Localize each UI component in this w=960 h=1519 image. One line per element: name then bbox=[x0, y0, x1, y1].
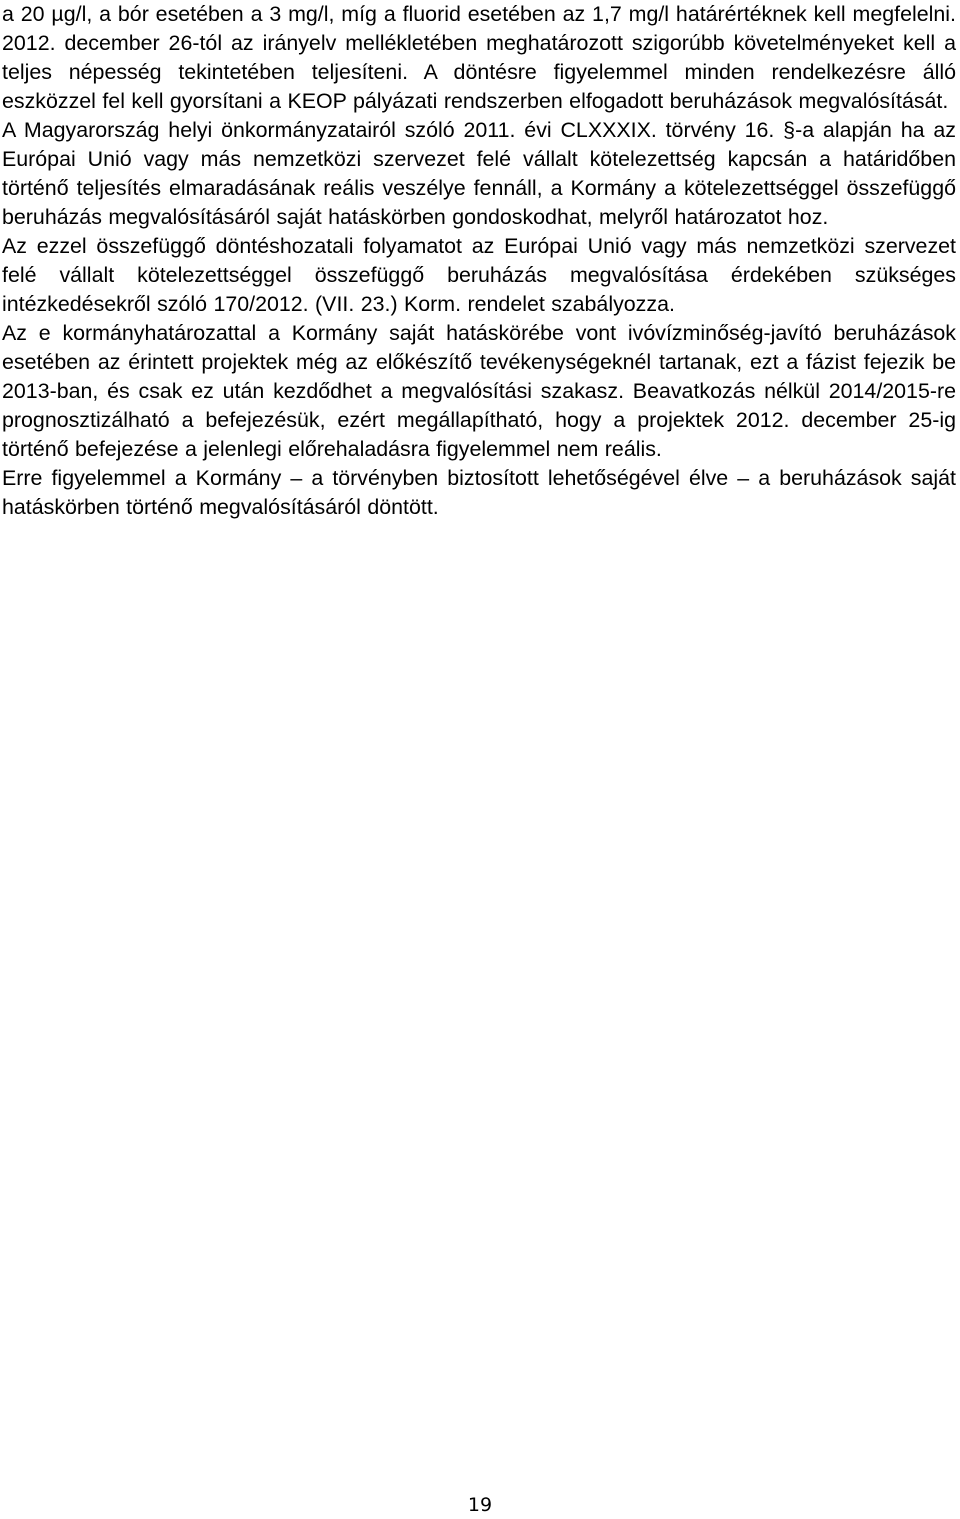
paragraph-local-government-act: A Magyarország helyi önkormányzatairól szóló 2011. évi CLXXXIX. törvény 16. §-a alapján ha az Európai Unió vagy más nemzetközi szervezet felé vállalt kötelezettség kapcsán a határidőben történő teljesítés elmaradásának reális veszélye fennáll, a Kormány a kötelezettséggel összefüggő beruházás megvalósításáról saját hatáskörben gondoskodhat, melyről határozatot hoz. bbox=[2, 118, 956, 229]
paragraph-decree-reference: Az ezzel összefüggő döntéshozatali folyamatot az Európai Unió vagy más nemzetközi szervezet felé vállalt kötelezettséggel összefüggő beruházás megvalósítása érdekében szükséges intézkedésekről szóló 170/2012. (VII. 23.) Korm. rendelet szabályozza. bbox=[2, 234, 956, 316]
paragraph-water-quality-limits: a 20 µg/l, a bór esetében a 3 mg/l, míg a fluorid esetében az 1,7 mg/l határértéknek kell megfelelni. 2012. december 26-tól az irányelv mellékletében meghatározott szigorúbb követelményeket kell a teljes népesség tekintetében teljesíteni. A döntésre figyelemmel minden rendelkezésre álló eszközzel fel kell gyorsítani a KEOP pályázati rendszerben elfogadott beruházások megvalósítását. bbox=[2, 2, 956, 113]
paragraph-government-decision: Erre figyelemmel a Kormány – a törvényben biztosított lehetőségével élve – a beruházások saját hatáskörben történő megvalósításáról döntött. bbox=[2, 466, 956, 519]
page-number: 19 bbox=[467, 1494, 493, 1516]
paragraph-project-status: Az e kormányhatározattal a Kormány saját hatáskörébe vont ivóvízminőség-javító beruházások esetében az érintett projektek még az előkészítő tevékenységeknél tartanak, ezt a fázist fejezik be 2013-ban, és csak ez után kezdődhet a megvalósítási szakasz. Beavatkozás nélkül 2014/2015-re prognosztizálható a befejezésük, ezért megállapítható, hogy a projektek 2012. december 25-ig történő befejezése a jelenlegi előrehaladásra figyelemmel nem reális. bbox=[2, 321, 956, 461]
document-body bbox=[2, 0, 956, 522]
